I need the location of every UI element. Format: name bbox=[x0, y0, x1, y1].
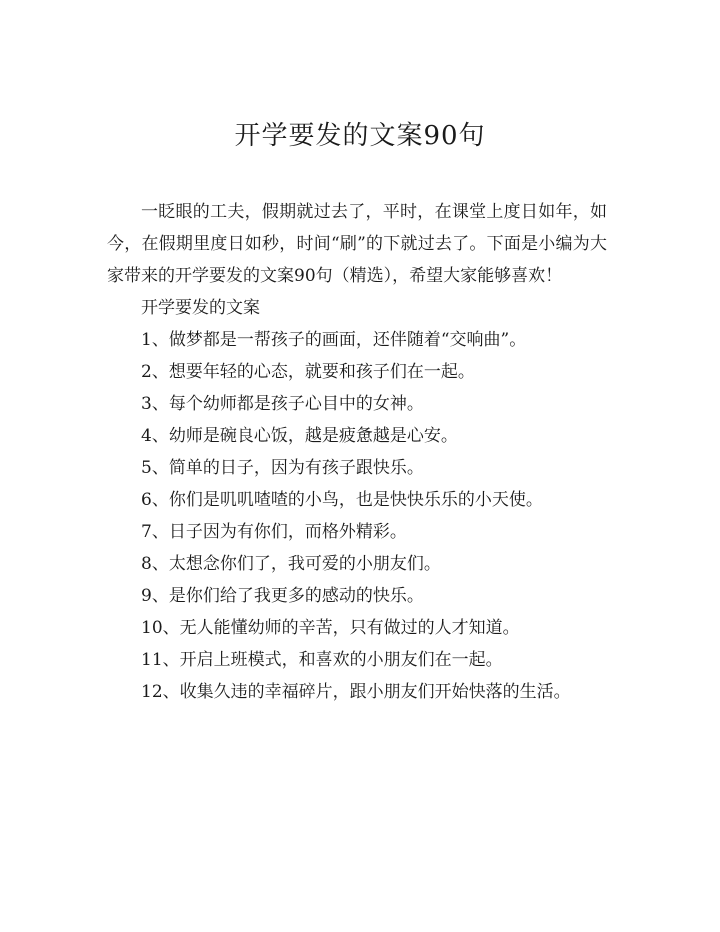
intro-paragraph: 一眨眼的工夫，假期就过去了，平时，在课堂上度日如年，如今，在假期里度日如秒，时间“刷”的下就过去了。下面是小编为大家带来的开学要发的文案90句（精选），希望大家能够喜欢！ bbox=[107, 202, 607, 286]
document-body bbox=[107, 196, 607, 708]
document-title: 开学要发的文案90句 bbox=[234, 121, 486, 151]
list-item: 12、收集久违的幸福碎片，跟小朋友们开始快落的生活。 bbox=[141, 682, 571, 702]
list-item: 8、太想念你们了，我可爱的小朋友们。 bbox=[141, 554, 441, 574]
section-heading: 开学要发的文案 bbox=[141, 298, 260, 318]
list-item: 11、开启上班模式，和喜欢的小朋友们在一起。 bbox=[141, 650, 503, 670]
list-item: 1、做梦都是一帮孩子的画面，还伴随着“交响曲”。 bbox=[141, 330, 527, 350]
list-item: 9、是你们给了我更多的感动的快乐。 bbox=[141, 586, 424, 606]
list-item: 7、日子因为有你们，而格外精彩。 bbox=[141, 522, 407, 542]
list-item: 10、无人能懂幼师的辛苦，只有做过的人才知道。 bbox=[141, 618, 520, 638]
list-item: 6、你们是叽叽喳喳的小鸟，也是快快乐乐的小天使。 bbox=[141, 490, 543, 510]
list-item: 5、简单的日子，因为有孩子跟快乐。 bbox=[141, 458, 424, 478]
list-item: 4、幼师是碗良心饭，越是疲惫越是心安。 bbox=[141, 426, 458, 446]
list-item: 3、每个幼师都是孩子心目中的女神。 bbox=[141, 394, 424, 414]
list-item: 2、想要年轻的心态，就要和孩子们在一起。 bbox=[141, 362, 475, 382]
